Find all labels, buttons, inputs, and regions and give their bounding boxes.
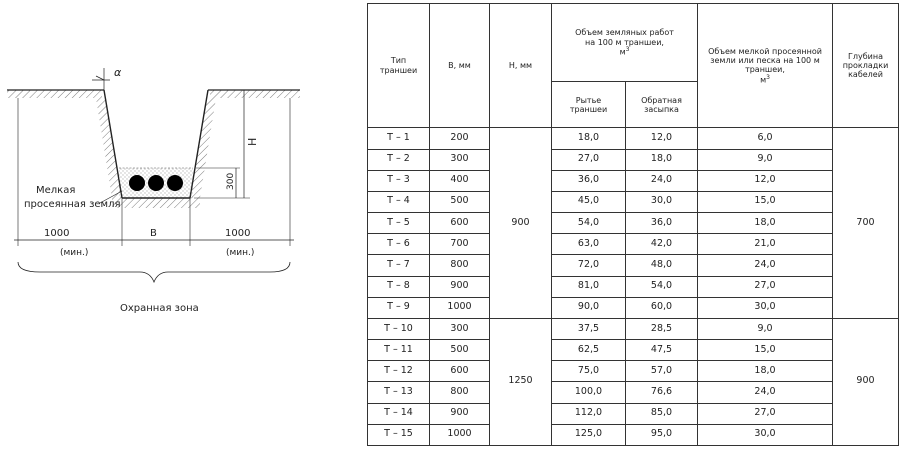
cell-type: Т – 2 [368,149,430,170]
cell-type: Т – 11 [368,340,430,361]
wall-hatch-left [96,98,122,198]
cable-2 [148,175,164,191]
cell-h-group: 1250 [490,318,552,445]
cell-backfill: 60,0 [626,297,698,318]
cell-b: 800 [430,255,490,276]
cell-b: 400 [430,170,490,191]
cell-b: 300 [430,149,490,170]
wall-hatch-right [190,98,216,198]
cell-dig: 18,0 [552,128,626,149]
cell-dig: 63,0 [552,234,626,255]
cell-sand: 27,0 [698,276,833,297]
cell-dig: 90,0 [552,297,626,318]
cell-sand: 18,0 [698,361,833,382]
cell-dig: 125,0 [552,424,626,445]
cell-dig: 54,0 [552,213,626,234]
h-dimension-label: H [246,137,259,146]
cell-sand: 6,0 [698,128,833,149]
table-row [368,255,899,276]
cell-type: Т – 12 [368,361,430,382]
table-row [368,297,899,318]
cell-type: Т – 3 [368,170,430,191]
cell-b: 900 [430,276,490,297]
cell-b: 600 [430,361,490,382]
left-width-label: 1000 [44,228,70,239]
sand-label-line1: Мелкая [36,185,76,196]
table-row [368,170,899,191]
cell-type: Т – 13 [368,382,430,403]
cell-backfill: 85,0 [626,403,698,424]
table-row [368,424,899,445]
cell-type: Т – 15 [368,424,430,445]
cell-dig: 37,5 [552,318,626,339]
cell-sand: 9,0 [698,318,833,339]
alpha-label: α [114,66,122,79]
cell-b: 1000 [430,424,490,445]
cell-depth-group: 700 [833,128,899,319]
table-row [368,234,899,255]
protection-zone-brace [18,262,290,282]
table-row [368,276,899,297]
header-sand-volume: Объем мелкой просеянной земли или песка на 100 м траншеи, $м^3$ [698,4,833,128]
table-row [368,318,899,339]
cell-sand: 12,0 [698,170,833,191]
cell-sand: 30,0 [698,297,833,318]
cell-dig: 45,0 [552,191,626,212]
table-row [368,213,899,234]
cell-backfill: 47,5 [626,340,698,361]
cell-sand: 30,0 [698,424,833,445]
cell-type: Т – 1 [368,128,430,149]
cell-dig: 100,0 [552,382,626,403]
sand-height-label: 300 [226,172,236,190]
cell-b: 900 [430,403,490,424]
header-b: B, мм [430,4,490,128]
cell-sand: 24,0 [698,382,833,403]
cell-sand: 18,0 [698,213,833,234]
table-row [368,361,899,382]
table-row [368,340,899,361]
cell-type: Т – 10 [368,318,430,339]
protection-zone-label: Охранная зона [120,303,199,314]
cell-b: 200 [430,128,490,149]
sand-label-line2: просеянная земля [24,199,121,210]
cell-backfill: 18,0 [626,149,698,170]
cell-dig: 27,0 [552,149,626,170]
alpha-arrow [96,76,104,80]
cell-b: 300 [430,318,490,339]
header-dig: Рытье траншеи [552,82,626,128]
cell-sand: 27,0 [698,403,833,424]
cell-type: Т – 7 [368,255,430,276]
cell-backfill: 42,0 [626,234,698,255]
header-h: H, мм [490,4,552,128]
cell-sand: 9,0 [698,149,833,170]
cable-1 [129,175,145,191]
cell-b: 500 [430,191,490,212]
cell-dig: 112,0 [552,403,626,424]
table-row [368,382,899,403]
cell-type: Т – 8 [368,276,430,297]
table-row [368,128,899,149]
cell-dig: 62,5 [552,340,626,361]
cell-type: Т – 4 [368,191,430,212]
ground-hatch-left [7,90,102,98]
cell-type: Т – 6 [368,234,430,255]
cell-type: Т – 9 [368,297,430,318]
b-width-label: B [150,228,157,239]
left-min-label: (мин.) [60,248,89,258]
cell-dig: 36,0 [552,170,626,191]
cell-backfill: 48,0 [626,255,698,276]
cell-backfill: 24,0 [626,170,698,191]
cell-backfill: 28,5 [626,318,698,339]
right-width-label: 1000 [225,228,251,239]
trench-cross-section-drawing [0,0,340,450]
header-earth-work: Объем земляных работ на 100 м траншеи, $м^3$ [552,4,698,82]
cell-backfill: 54,0 [626,276,698,297]
cell-dig: 75,0 [552,361,626,382]
cell-dig: 72,0 [552,255,626,276]
table-row [368,149,899,170]
bottom-hatch [112,198,200,208]
cell-sand: 24,0 [698,255,833,276]
cell-backfill: 36,0 [626,213,698,234]
cell-depth-group: 900 [833,318,899,445]
cell-b: 600 [430,213,490,234]
cable-3 [167,175,183,191]
cell-backfill: 12,0 [626,128,698,149]
cell-b: 1000 [430,297,490,318]
cell-b: 700 [430,234,490,255]
header-type: Тип траншеи [368,4,430,128]
cell-h-group: 900 [490,128,552,319]
cell-dig: 81,0 [552,276,626,297]
ground-hatch-right [210,90,300,98]
cell-sand: 21,0 [698,234,833,255]
cell-backfill: 76,6 [626,382,698,403]
cell-b: 800 [430,382,490,403]
cell-b: 500 [430,340,490,361]
cell-backfill: 57,0 [626,361,698,382]
header-depth: Глубина прокладки кабелей [833,4,899,128]
header-backfill: Обратная засыпка [626,82,698,128]
cell-sand: 15,0 [698,191,833,212]
cell-sand: 15,0 [698,340,833,361]
right-min-label: (мин.) [226,248,255,258]
cell-type: Т – 5 [368,213,430,234]
cell-backfill: 95,0 [626,424,698,445]
cell-type: Т – 14 [368,403,430,424]
table-row [368,403,899,424]
cell-backfill: 30,0 [626,191,698,212]
trench-spec-table [367,3,899,446]
table-row [368,191,899,212]
